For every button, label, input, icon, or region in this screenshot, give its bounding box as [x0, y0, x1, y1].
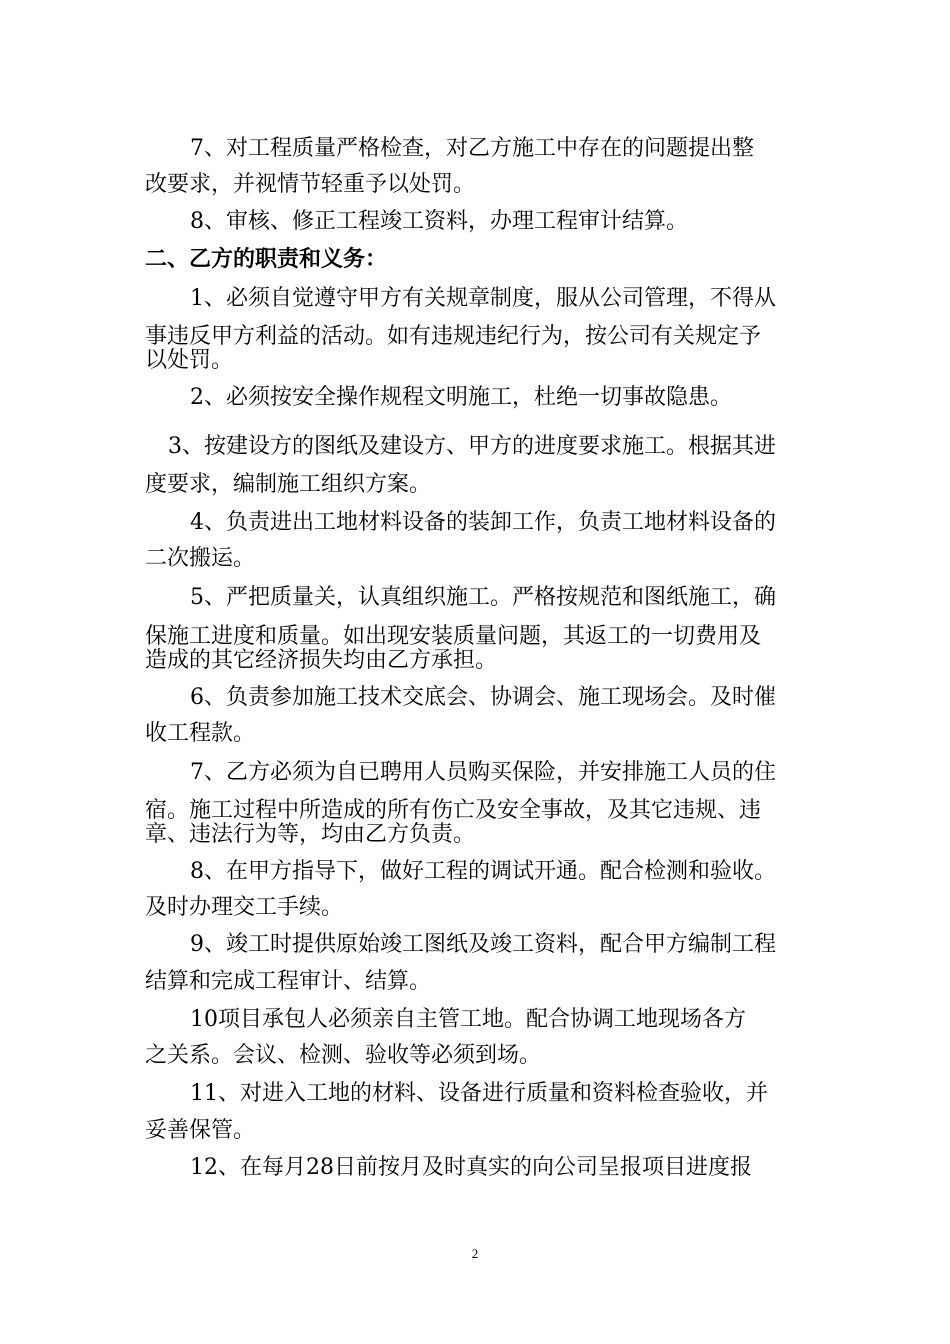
text-line: 12、在每月28日前按月及时真实的向公司呈报项目进度报: [190, 1155, 752, 1180]
text-line: 2、必须按安全操作规程文明施工，杜绝一切事故隐患。: [190, 385, 732, 410]
text-line: 以处罚。: [145, 348, 234, 373]
text-line: 11、对进入工地的材料、设备进行质量和资料检查验收，并: [190, 1081, 768, 1106]
text-line: 1、必须自觉遵守甲方有关规章制度，服从公司管理，不得从: [190, 286, 776, 311]
text-line: 6、负责参加施工技术交底会、协调会、施工现场会。及时催: [190, 685, 776, 710]
text-line: 造成的其它经济损失均由乙方承担。: [145, 648, 498, 673]
text-line: 10项目承包人必须亲自主管工地。配合协调工地现场各方: [190, 1007, 746, 1032]
text-line: 7、乙方必须为自已聘用人员购买保险，并安排施工人员的住: [190, 760, 776, 785]
text-line: 8、在甲方指导下，做好工程的调试开通。配合检测和验收。: [190, 859, 776, 884]
text-line: 二次搬运。: [145, 546, 256, 571]
text-line: 4、负责进出工地材料设备的装卸工作，负责工地材料设备的: [190, 510, 776, 535]
text-line: 及时办理交工手续。: [145, 895, 344, 920]
text-line: 宿。施工过程中所造成的所有伤亡及安全事故，及其它违规、违: [145, 798, 762, 823]
section-heading: 二、乙方的职责和义务：: [145, 247, 388, 272]
text-line: 8、审核、修正工程竣工资料，办理工程审计结算。: [190, 209, 688, 234]
text-line: 事违反甲方利益的活动。如有违规违纪行为，按公司有关规定予: [145, 324, 762, 349]
text-line: 章、违法行为等，均由乙方负责。: [145, 822, 476, 847]
text-line: 收工程款。: [145, 721, 256, 746]
text-line: 结算和完成工程审计、结算。: [145, 969, 432, 994]
text-line: 妥善保管。: [145, 1118, 256, 1143]
text-line: 3、按建设方的图纸及建设方、甲方的进度要求施工。根据其进: [168, 434, 776, 459]
text-line: 度要求，编制施工组织方案。: [145, 472, 432, 497]
text-line: 保施工进度和质量。如出现安装质量问题，其返工的一切费用及: [145, 624, 762, 649]
text-line: 7、对工程质量严格检查，对乙方施工中存在的问题提出整: [190, 136, 754, 161]
text-line: 5、严把质量关，认真组织施工。严格按规范和图纸施工，确: [190, 585, 776, 610]
text-line: 9、竣工时提供原始竣工图纸及竣工资料，配合甲方编制工程: [190, 932, 776, 957]
text-line: 之关系。会议、检测、验收等必须到场。: [145, 1043, 542, 1068]
text-line: 改要求，并视情节轻重予以处罚。: [145, 172, 476, 197]
page-number: 2: [471, 1246, 479, 1261]
